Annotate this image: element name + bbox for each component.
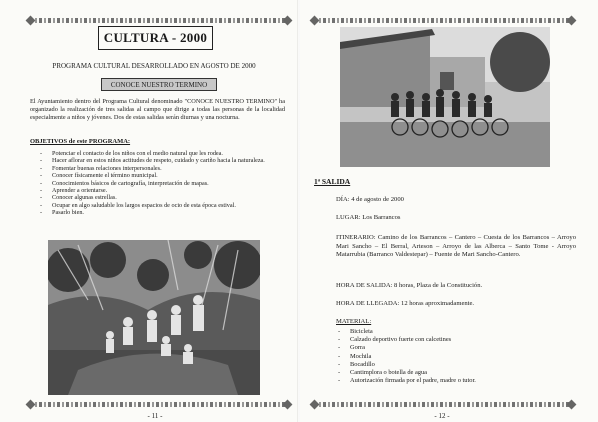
top-ornament-border bbox=[30, 18, 288, 23]
group-photo-bicycles bbox=[340, 27, 550, 167]
material-item: - Autorización firmada por el padre, madre o tutor. bbox=[336, 377, 476, 385]
material-item: - Calzado deportivo fuerte con calcetines bbox=[336, 336, 476, 344]
objective-item: - Aprender a orientarse. bbox=[38, 187, 288, 194]
page-title bbox=[98, 26, 213, 50]
objectives-heading: OBJETIVOS de este PROGRAMA: bbox=[30, 138, 131, 145]
material-item: - Bocadillo bbox=[336, 361, 476, 369]
program-name: CONOCE NUESTRO TERMINO bbox=[110, 80, 208, 89]
material-item: - Cantimplora o botella de agua bbox=[336, 369, 476, 377]
objective-item: - Ocupar en algo saludable los largos espacios de ocio de esta época estival. bbox=[38, 202, 288, 209]
excursion-day: DÍA: 4 de agosto de 2000 bbox=[336, 196, 404, 203]
excursion-place: LUGAR: Los Barrancos bbox=[336, 214, 401, 221]
program-subtitle: PROGRAMA CULTURAL DESARROLLADO EN AGOSTO DE 2000 bbox=[52, 62, 256, 70]
left-page bbox=[0, 0, 298, 422]
bottom-ornament-border bbox=[314, 402, 572, 407]
program-name-box bbox=[101, 78, 217, 91]
intro-paragraph: El Ayuntamiento dentro del Programa Cultural denominado "CONOCE NUESTRO TERMINO" ha organizado la realización de tres salidas al campo que dirige a todas las personas de la localidad especialmente a niños y jóvenes. Dos de estas salidas serán diurnas y una nocturna. bbox=[30, 98, 285, 121]
departure-time: HORA DE SALIDA: 8 horas, Plaza de la Constitución. bbox=[336, 282, 483, 289]
material-heading: MATERIAL: bbox=[336, 318, 372, 325]
objective-item: - Fomentar buenas relaciones interpersonales. bbox=[38, 165, 288, 172]
top-ornament-border bbox=[314, 18, 572, 23]
excursion-heading: 1ª SALIDA bbox=[314, 177, 351, 186]
bottom-ornament-border bbox=[30, 402, 288, 407]
objective-item: - Potenciar el contacto de los niños con el medio natural que les rodea. bbox=[38, 150, 288, 157]
material-item: - Bicicleta bbox=[336, 328, 476, 336]
objective-item: - Conocimientos básicos de cartografía, interpretación de mapas. bbox=[38, 180, 288, 187]
material-list bbox=[336, 328, 476, 385]
page-title-text: CULTURA - 2000 bbox=[103, 30, 208, 45]
bicycle-photo-illustration bbox=[340, 27, 550, 167]
objective-item: - Hacer aflorar en estos niños actitudes de respeto, cuidado y cariño hacia la naturaleza. bbox=[38, 157, 288, 164]
material-item: - Mochila bbox=[336, 353, 476, 361]
objective-item: - Conocer físicamente el término municipal. bbox=[38, 172, 288, 179]
forest-photo-illustration bbox=[48, 240, 260, 395]
objective-item: - Conocer algunas estrellas. bbox=[38, 194, 288, 201]
group-photo-forest bbox=[48, 240, 260, 395]
objective-item: - Pasarlo bien. bbox=[38, 209, 288, 216]
excursion-itinerary: ITINERARIO: Camino de los Barrancos – Cantero – Cuesta de los Barrancos – Arroyo Mari Sancho – El Berral, Arteson – Arroyo de las Alberca – Santo Tome - Arroyo Matarrubia (Barranco Valdestepar) – Fuente de Mari Sancho-Cantero. bbox=[336, 234, 576, 259]
arrival-time: HORA DE LLEGADA: 12 horas aproximadamente. bbox=[336, 300, 475, 307]
page-number: - 11 - bbox=[147, 412, 163, 420]
material-item: - Gorra bbox=[336, 344, 476, 352]
objectives-list bbox=[38, 150, 288, 217]
page-number: - 12 - bbox=[434, 412, 450, 420]
right-page bbox=[300, 0, 598, 422]
